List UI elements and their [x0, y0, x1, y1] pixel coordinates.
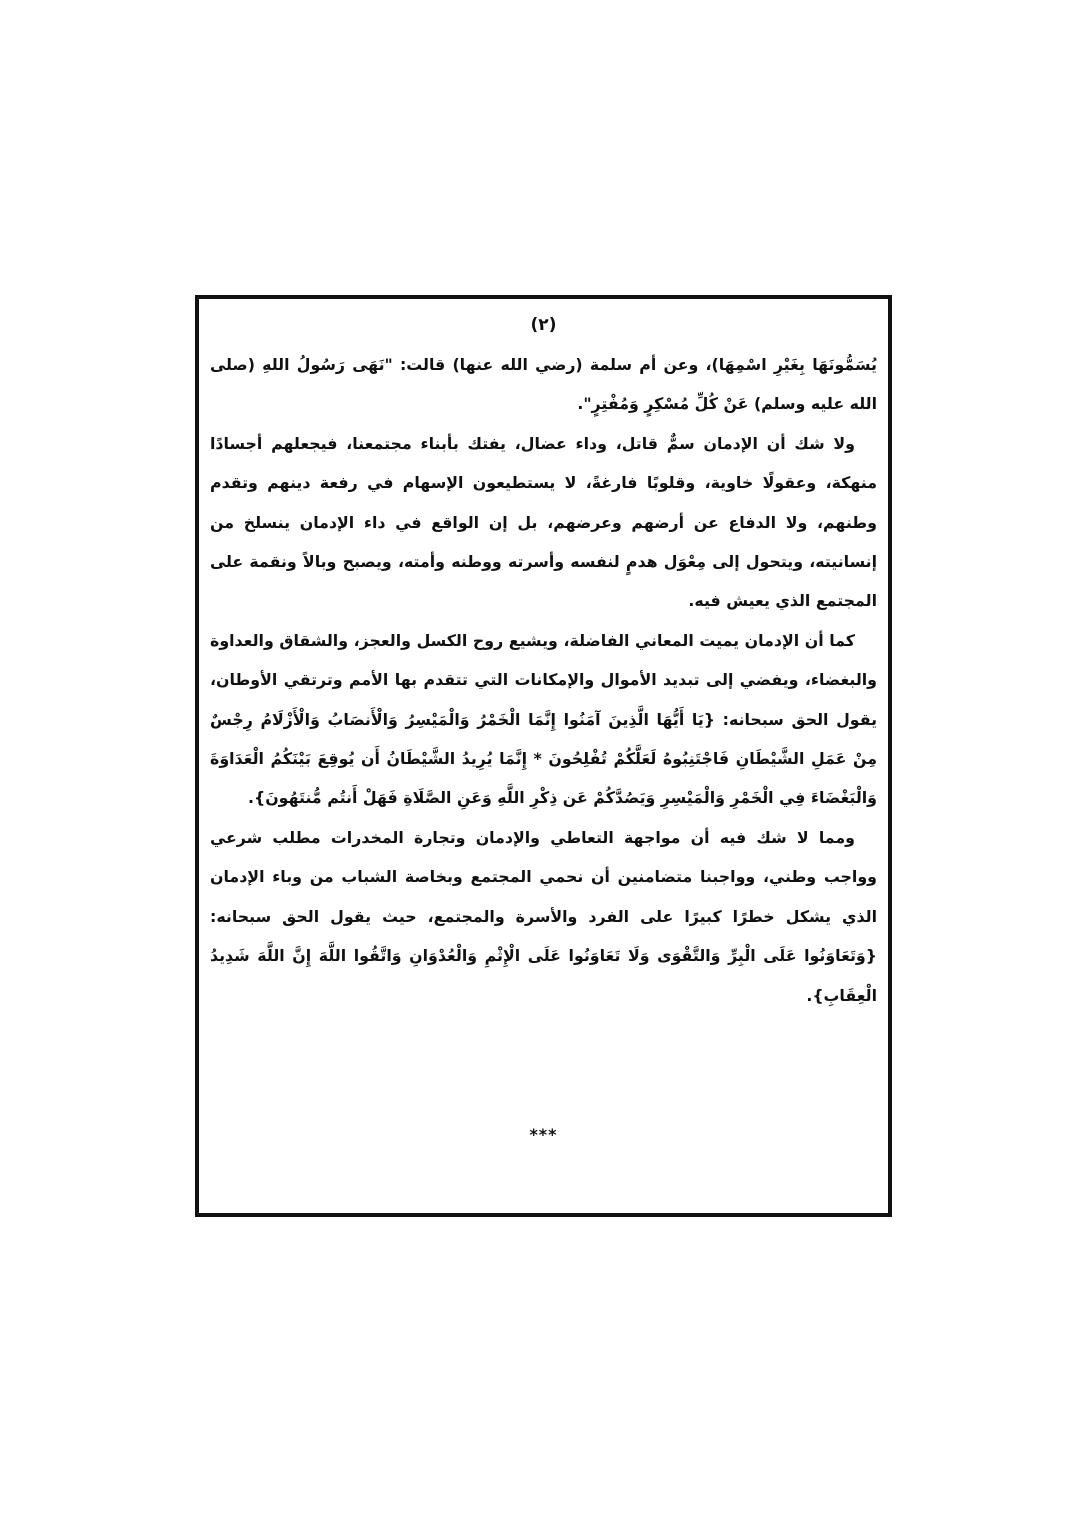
page-number: (٢) [530, 315, 557, 335]
paragraph-hadith: يُسَمُّونَهَا بِغَيْرِ اسْمِهَا)، وعن أم سلمة (رضي الله عنها) قالت: "نَهَى رَسُولُ اللهِ (صلى الله عليه وسلم) عَنْ كُلِّ مُسْكِرٍ وَمُفْتِرٍ". [210, 355, 877, 414]
page-frame [195, 295, 892, 1217]
paragraph-quran-verse-khamr: كما أن الإدمان يميت المعاني الفاضلة، ويشيع روح الكسل والعجز، والشقاق والعداوة والبغضاء، ويفضي إلى تبديد الأموال والإمكانات التي تتقدم بها الأمم وترتقي الأوطان، يقول الحق سبحانه: {يَا أَيُّهَا الَّذِينَ آمَنُوا إِنَّمَا الْخَمْرُ وَالْمَيْسِرُ وَالْأَنصَابُ وَالْأَزْلَامُ رِجْسٌ مِنْ عَمَلِ الشَّيْطَانِ فَاجْتَنِبُوهُ لَعَلَّكُمْ تُفْلِحُونَ * إِنَّمَا يُرِيدُ الشَّيْطَانُ أَن يُوقِعَ بَيْنَكُمُ الْعَدَاوَةَ وَالْبَغْضَاءَ فِي الْخَمْرِ وَالْمَيْسِرِ وَيَصُدَّكُمْ عَن ذِكْرِ اللَّهِ وَعَنِ الصَّلَاةِ فَهَلْ أَنتُم مُّنتَهُونَ}. [210, 630, 877, 808]
section-separator: *** [529, 1125, 558, 1144]
body-text [210, 345, 877, 1015]
paragraph-addiction-harm: ولا شك أن الإدمان سمٌّ قاتل، وداء عضال، يفتك بأبناء مجتمعنا، فيجعلهم أجسادًا منهكة، وعقولًا خاوية، وقلوبًا فارغةً، لا يستطيعون الإسهام في رفعة دينهم وتقدم وطنهم، ولا الدفاع عن أرضهم وعرضهم، بل إن الواقع في داء الإدمان ينسلخ من إنسانيته، ويتحول إلى مِعْوَل هدمٍ لنفسه وأسرته ووطنه وأمته، ويصبح وبالاً ونقمة على المجتمع الذي يعيش فيه. [210, 433, 877, 611]
paragraph-confronting-drugs: ومما لا شك فيه أن مواجهة التعاطي والإدمان وتجارة المخدرات مطلب شرعي وواجب وطني، وواجبنا متضامنين أن نحمي المجتمع وبخاصة الشباب من وباء الإدمان الذي يشكل خطرًا كبيرًا على الفرد والأسرة والمجتمع، حيث يقول الحق سبحانه: {وَتَعَاوَنُوا عَلَى الْبِرِّ وَالتَّقْوَى وَلَا تَعَاوَنُوا عَلَى الْإِثْمِ وَالْعُدْوَانِ وَاتَّقُوا اللَّهَ إِنَّ اللَّهَ شَدِيدُ الْعِقَابِ}. [210, 827, 877, 1005]
